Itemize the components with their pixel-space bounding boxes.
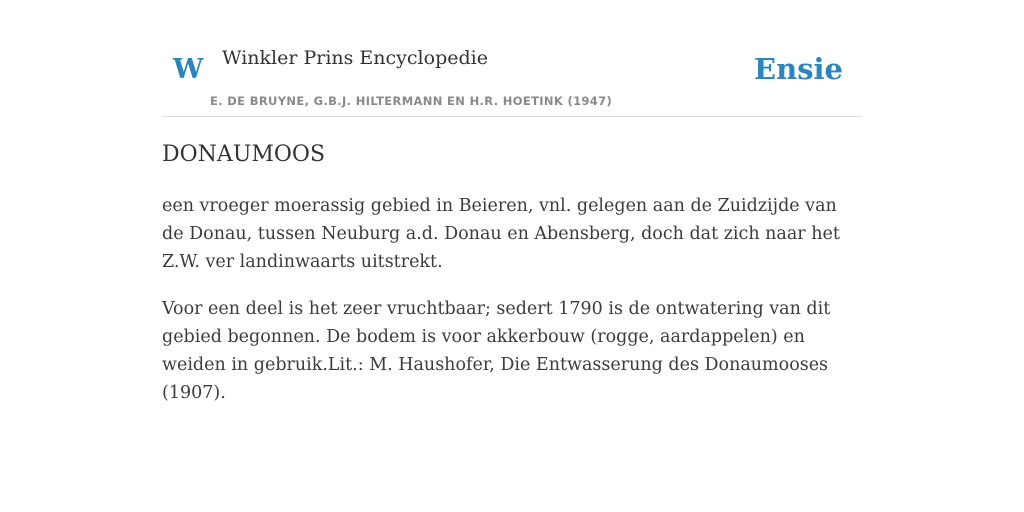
article-title: DONAUMOOS <box>162 142 326 167</box>
article-paragraph: een vroeger moerassig gebied in Beieren, vnl. gelegen aan de Zuidzijde van de Donau, tussen Neuburg a.d. Donau en Abensberg, doch dat zich naar het Z.W. ver landinwaarts uitstrekt. <box>162 196 840 272</box>
encyclopedia-header <box>162 0 862 117</box>
article <box>162 138 862 407</box>
encyclopedia-authors: E. DE BRUYNE, G.B.J. HILTERMANN EN H.R. HOETINK (1947) <box>210 94 613 108</box>
article-paragraph: Voor een deel is het zeer vruchtbaar; sedert 1790 is de ontwatering van dit gebied begonnen. De bodem is voor akkerbouw (rogge, aardappelen) en weiden in gebruik.Lit.: M. Haushofer, Die Entwasserung des Donaumooses (1907). <box>162 299 831 403</box>
encyclopedia-title[interactable]: Winkler Prins Encyclopedie <box>222 47 488 69</box>
ensie-brand-link[interactable]: Ensie <box>754 52 843 86</box>
encyclopedia-logo[interactable]: W <box>173 54 204 85</box>
